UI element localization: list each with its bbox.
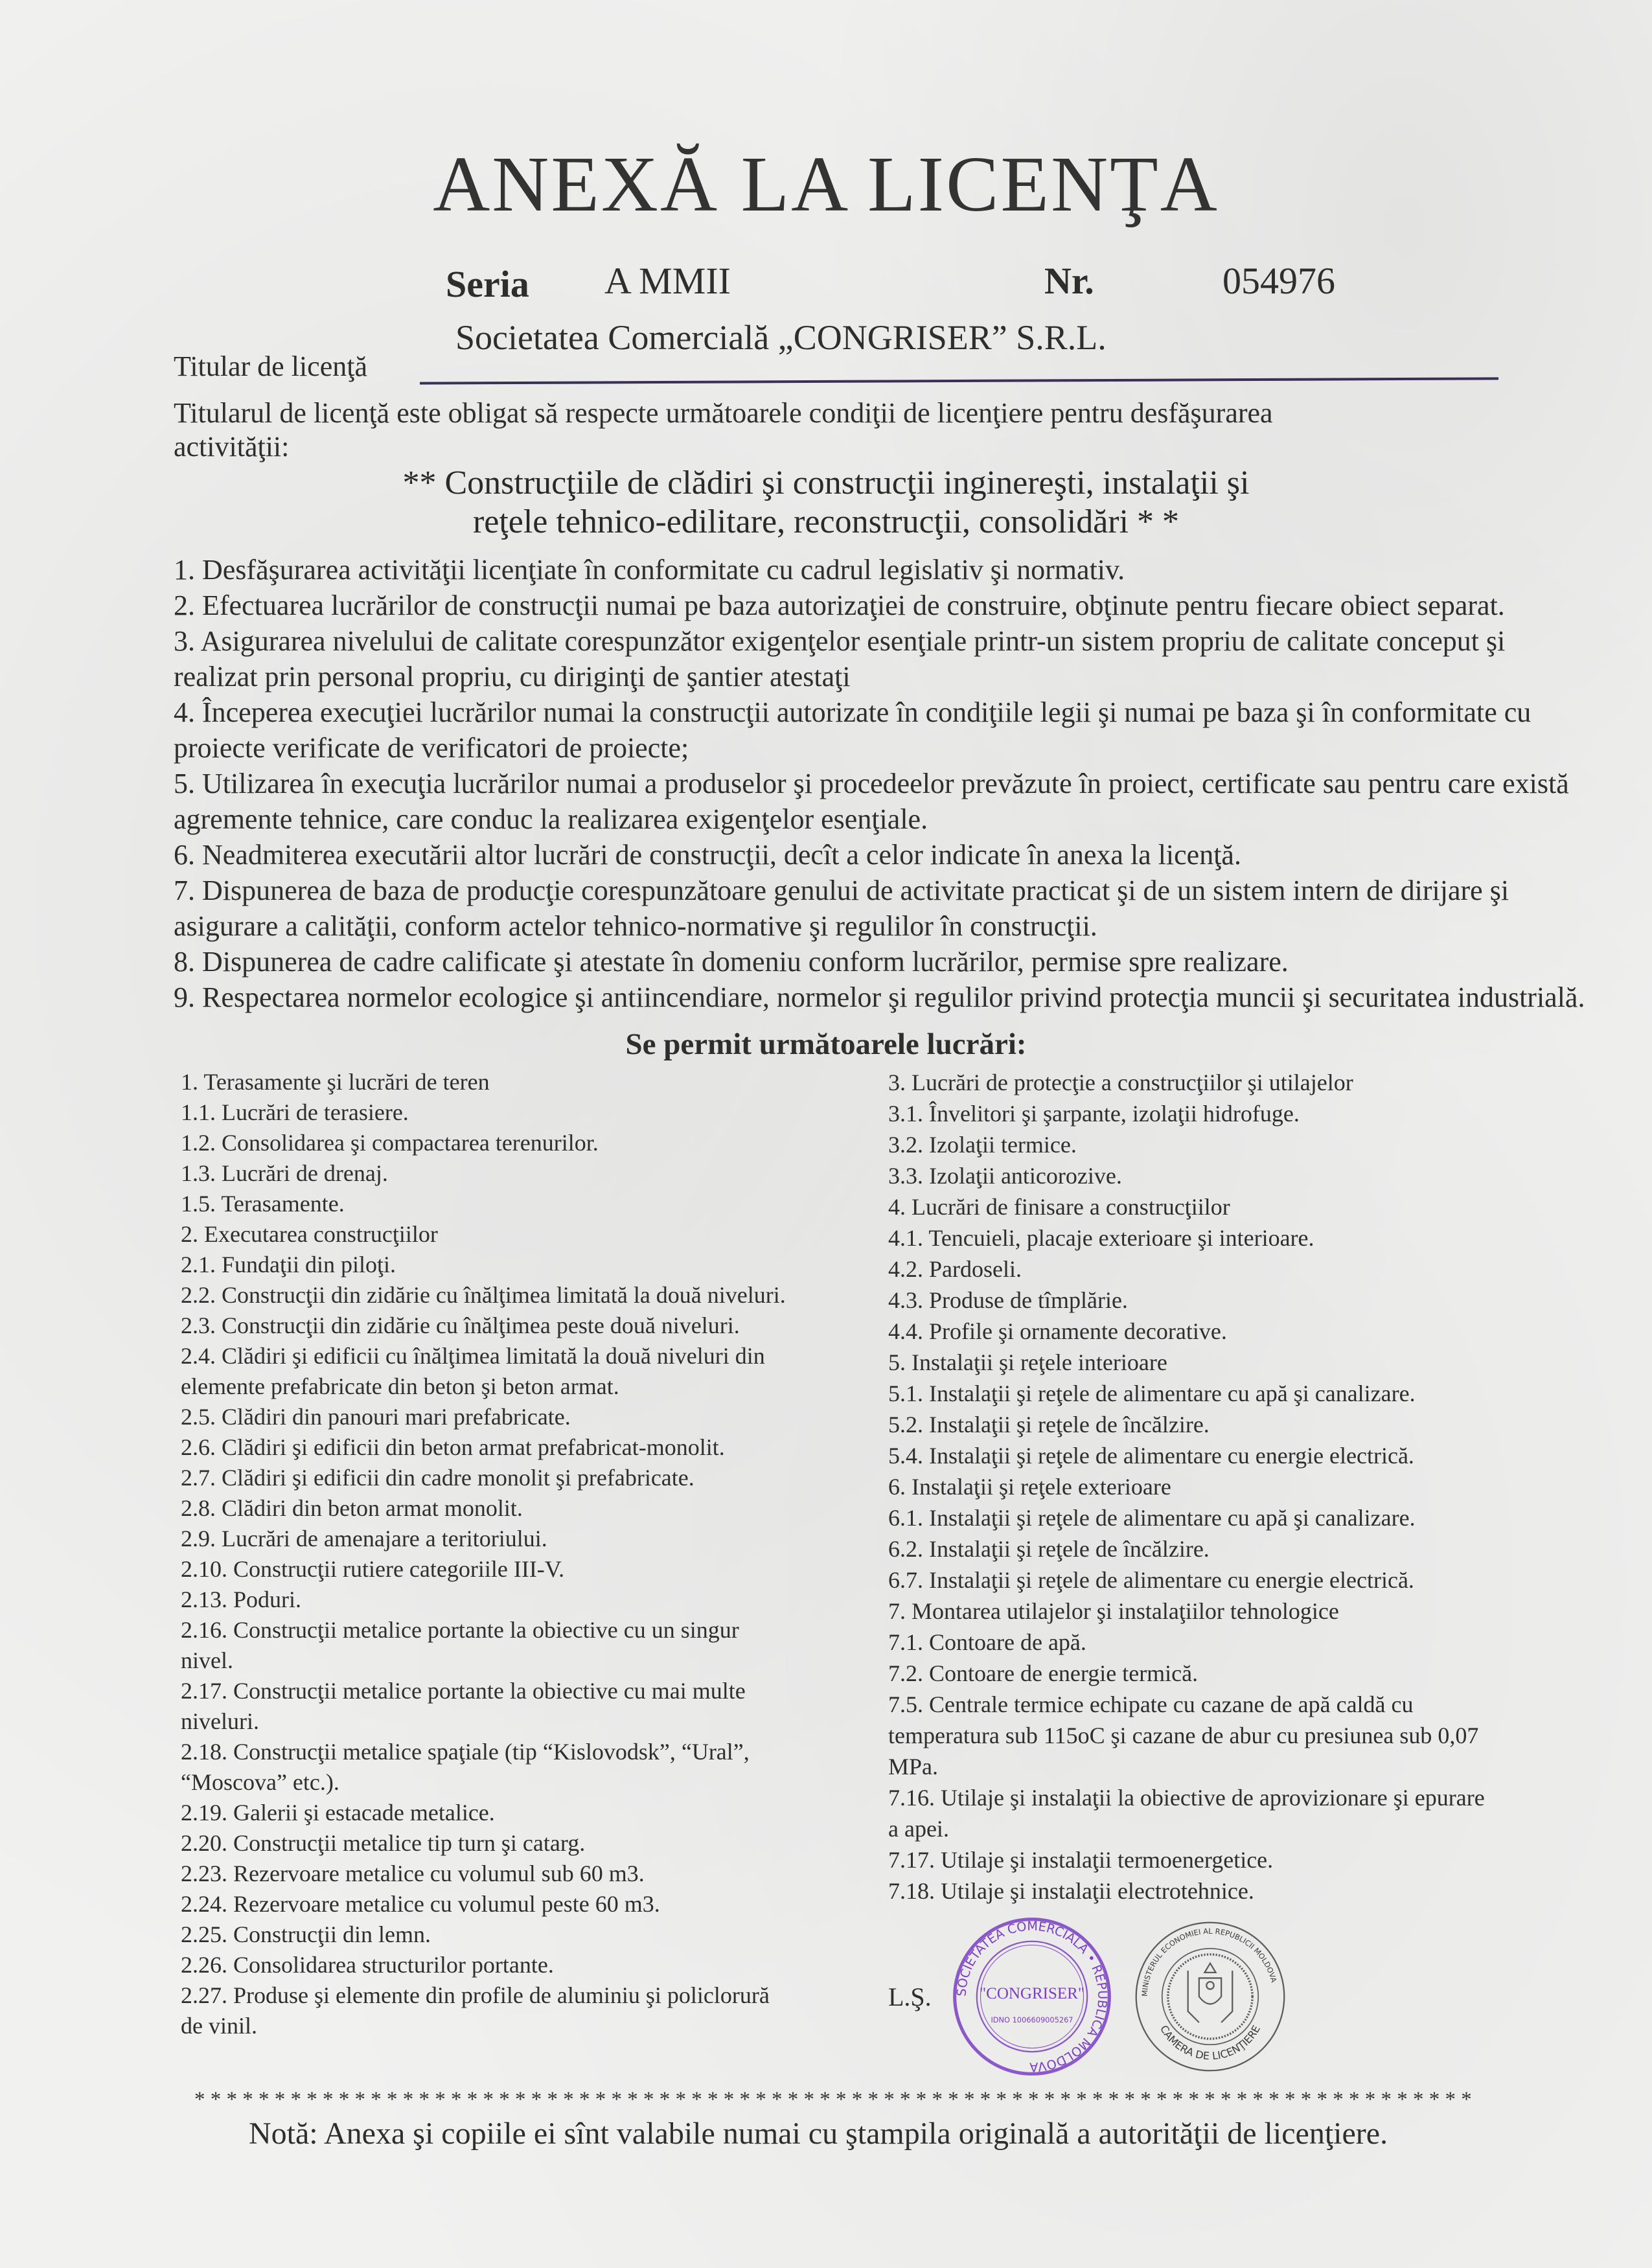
condition-item: 7. Dispunerea de baza de producţie corespunzătoare genului de activitate practicat şi de un sistem intern de dirijare şi asigurare a calităţii, conform actelor tehnico-normative şi regulilor în construcţii. [174,875,1509,942]
work-item: elemente prefabricate din beton şi beton armat. [181,1373,619,1399]
work-item: 7.5. Centrale termice echipate cu cazane de apă caldă cu [888,1691,1414,1717]
work-item: “Moscova” etc.). [181,1769,339,1795]
work-item: 6.7. Instalaţii şi reţele de alimentare cu energie electrică. [888,1567,1414,1593]
work-item: 2.19. Galerii şi estacade metalice. [181,1800,495,1826]
work-item: 3.3. Izolaţii anticorozive. [888,1163,1122,1189]
work-item: 2.18. Construcţii metalice spaţiale (tip “Kislovodsk”, “Ural”, [181,1739,750,1765]
work-item: temperatura sub 115oC şi cazane de abur cu presiunea sub 0,07 [888,1723,1479,1748]
work-item: 1.3. Lucrări de drenaj. [181,1160,388,1186]
seria-value: A MMII [604,260,731,302]
work-item: 4. Lucrări de finisare a construcţiilor [888,1194,1230,1220]
work-item: 2.10. Construcţii rutiere categoriile III-V. [181,1556,565,1582]
stars-divider: * * * * * * * * * * * * * * * * * * * * * * * * * * * * * * * * * * * * * * * * * * * * * * * * * * * * * * * * * * * * * * * * * * * * * * * * * * * * * * * * [194,2088,1472,2111]
work-item: 2.2. Construcţii din zidărie cu înălţimea limitată la două niveluri. [181,1282,786,1308]
obligation-text: Titularul de licenţă este obligat să respecte următoarele condiţii de licenţiere pentru desfăşurarea [174,397,1273,429]
obligation-text-cont: activităţii: [174,431,290,463]
seal-area [888,1916,1601,2078]
work-item: 3.2. Izolaţii termice. [888,1132,1077,1158]
work-item: 2.9. Lucrări de amenajare a teritoriului. [181,1526,547,1552]
work-item: MPa. [888,1754,939,1780]
work-item: 2.16. Construcţii metalice portante la obiective cu un singur [181,1617,739,1643]
work-item: 5.2. Instalaţii şi reţele de încălzire. [888,1412,1210,1438]
condition-item: 4. Începerea execuţiei lucrărilor numai la construcţii autorizate în condiţiile legii şi numai pe baza şi în conformitate cu proiecte verificate de verificatori de proiecte; [174,696,1532,764]
work-item: 2.27. Produse şi elemente din profile de aluminiu şi policlorură [181,1982,770,2008]
work-item: 2.1. Fundaţii din piloţi. [181,1252,396,1277]
works-list-right [888,1067,1601,1907]
work-item: 2. Executarea construcţiilor [181,1221,438,1247]
seria-label: Seria [446,263,529,305]
svg-text:CAMERA DE LICENŢIERE: CAMERA DE LICENŢIERE [1157,2023,1263,2063]
work-item: 2.17. Construcţii metalice portante la obiective cu mai multe [181,1678,746,1704]
work-item: 7.16. Utilaje şi instalaţii la obiective de aprovizionare şi epurare [888,1785,1485,1811]
work-item: 2.20. Construcţii metalice tip turn şi catarg. [181,1830,586,1856]
svg-text:IDNO 1006609005267: IDNO 1006609005267 [991,2015,1073,2024]
condition-item: 1. Desfăşurarea activităţii licenţiate în conformitate cu cadrul legislativ şi normativ. [174,554,1125,586]
work-item: 2.23. Rezervoare metalice cu volumul sub 60 m3. [181,1861,645,1886]
licensing-authority-stamp [1132,1919,1288,2074]
work-item: 4.2. Pardoseli. [888,1256,1022,1282]
work-item: 2.24. Rezervoare metalice cu volumul peste 60 m3. [181,1891,660,1917]
footer-note: Notă: Anexa şi copiile ei sînt valabile numai cu ştampila originală a autorităţii de licenţiere. [249,2116,1388,2151]
document-body [0,552,1652,2151]
condition-item: 3. Asigurarea nivelului de calitate corespunzător exigenţelor esenţiale printr-un sistem propriu de calitate conceput şi realizat prin personal propriu, cu diriginţi de şantier atestaţi [174,625,1506,693]
work-item: nivel. [181,1647,233,1673]
condition-item: 2. Efectuarea lucrărilor de construcţii numai pe baza autorizaţiei de construire, obţinute pentru fiecare obiect separat. [174,590,1505,621]
conditions-list [174,552,1586,1015]
work-item: 3.1. Învelitori şi şarpante, izolaţii hidrofuge. [888,1101,1300,1127]
work-item: 2.5. Clădiri din panouri mari prefabricate. [181,1404,571,1430]
works-right-section [888,1067,1601,2078]
work-item: 2.7. Clădiri şi edificii din cadre monolit şi prefabricate. [181,1465,694,1491]
document-title: ANEXĂ LA LICENŢA [433,141,1219,228]
condition-item: 6. Neadmiterea executării altor lucrări de construcţii, decît a celor indicate în anexa la licenţă. [174,839,1241,871]
work-item: niveluri. [181,1708,259,1734]
work-item: 4.3. Produse de tîmplărie. [888,1287,1128,1313]
work-item: 2.13. Poduri. [181,1586,302,1612]
titular-label: Titular de licenţă [174,350,367,382]
work-item: 6.1. Instalaţii şi reţele de alimentare cu apă şi canalizare. [888,1505,1416,1531]
work-item: 6. Instalaţii şi reţele exterioare [888,1474,1171,1500]
work-item: 2.25. Construcţii din lemn. [181,1921,431,1947]
titular-underline [420,377,1498,384]
work-item: 4.4. Profile şi ornamente decorative. [888,1318,1227,1344]
work-item: a apei. [888,1816,949,1842]
work-item: 3. Lucrări de protecţie a construcţiilor şi utilajelor [888,1070,1353,1095]
works-columns [181,1067,1606,2078]
nr-label: Nr. [1044,260,1094,302]
work-item: 1.1. Lucrări de terasiere. [181,1099,409,1125]
work-item: 1. Terasamente şi lucrări de teren [181,1069,490,1095]
work-item: 5. Instalaţii şi reţele interioare [888,1349,1167,1375]
work-item: 2.6. Clădiri şi edificii din beton armat prefabricat-monolit. [181,1434,725,1460]
work-item: 5.1. Instalaţii şi reţele de alimentare cu apă şi canalizare. [888,1380,1416,1406]
work-item: 7.2. Contoare de energie termică. [888,1660,1199,1686]
work-item: 2.4. Clădiri şi edificii cu înălţimea limitată la două niveluri din [181,1343,765,1369]
work-item: 1.5. Terasamente. [181,1191,345,1217]
company-name: Societatea Comercială „CONGRISER” S.R.L. [455,318,1107,357]
condition-item: 9. Respectarea normelor ecologice şi antiincendiare, normelor şi regulilor privind protecţia muncii şi securitatea industrială. [174,981,1585,1013]
work-item: 1.2. Consolidarea şi compactarea terenurilor. [181,1130,599,1156]
svg-text:"CONGRISER": "CONGRISER" [979,1984,1084,2002]
work-item: 2.3. Construcţii din zidărie cu înălţimea peste două niveluri. [181,1312,740,1338]
work-item: 7.17. Utilaje şi instalaţii termoenergetice. [888,1847,1274,1873]
work-item: 2.26. Consolidarea structurilor portante. [181,1952,554,1978]
company-stamp [951,1916,1113,2078]
work-item: 5.4. Instalaţii şi reţele de alimentare cu energie electrică. [888,1443,1414,1469]
work-item: 6.2. Instalaţii şi reţele de încălzire. [888,1536,1210,1562]
work-item: 7.1. Contoare de apă. [888,1629,1086,1655]
work-item: de vinil. [181,2013,257,2039]
work-item: 4.1. Tencuieli, placaje exterioare şi interioare. [888,1225,1314,1251]
seal-place-label: L.Ş. [888,1982,932,2011]
nr-value: 054976 [1222,260,1335,302]
work-item: 7. Montarea utilajelor şi instalaţiilor tehnologice [888,1598,1339,1624]
work-item: 7.18. Utilaje şi instalaţii electrotehnice. [888,1878,1254,1904]
svg-text:SOCIETATEA COMERCIALĂ • REPUBL: SOCIETATEA COMERCIALĂ • REPUBLICA MOLDOVA [954,1918,1110,2075]
works-list-left [181,1067,888,2041]
svg-text:MINISTERUL ECONOMIEI AL REPUBL: MINISTERUL ECONOMIEI AL REPUBLICII MOLDOVA [1140,1926,1279,1997]
condition-item: 5. Utilizarea în execuţia lucrărilor numai a produselor şi procedeelor prevăzute în proiect, certificate sau pentru care există agremente tehnice, care conduc la realizarea exigenţelor esenţiale. [174,768,1569,835]
coat-of-arms-icon [1187,1964,1232,2022]
activity-type-line-2: reţele tehnico-edilitare, reconstrucţii, consolidări * * [472,503,1180,540]
condition-item: 8. Dispunerea de cadre calificate şi atestate în domeniu conform lucrărilor, permise spre realizare. [174,946,1289,978]
activity-type-line-1: ** Construcţiile de clădiri şi construcţii inginereşti, instalaţii şi [402,464,1250,501]
permitted-works-heading: Se permit următoarele lucrări: [625,1027,1027,1061]
work-item: 2.8. Clădiri din beton armat monolit. [181,1495,523,1521]
